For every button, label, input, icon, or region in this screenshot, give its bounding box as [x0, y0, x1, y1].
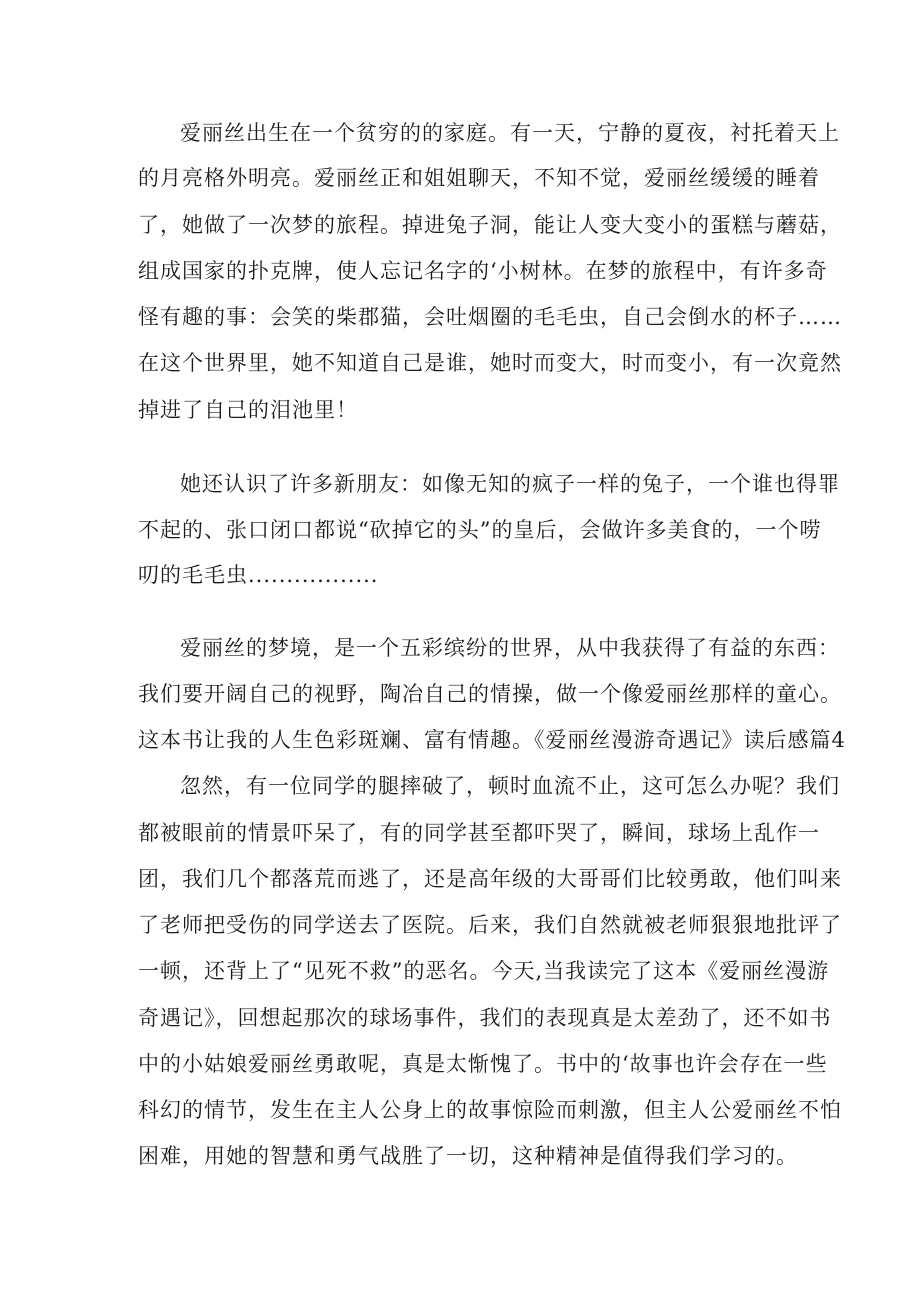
text-line: 爱丽丝的梦境，是一个五彩缤纷的世界，从中我获得了有益的东西：: [180, 636, 840, 660]
text-line: 都被眼前的情景吓呆了，有的同学甚至都吓哭了，瞬间，球场上乱作一: [138, 821, 820, 845]
text-line: 怪有趣的事：会笑的柴郡猫，会吐烟圈的毛毛虫，自己会倒水的杯子……: [138, 305, 842, 329]
text-line: 了，她做了一次梦的旅程。掉进兔子洞，能让人变大变小的蛋糕与蘑菇，: [138, 213, 842, 237]
text-line: 的月亮格外明亮。爱丽丝正和姐姐聊天，不知不觉，爱丽丝缓缓的睡着: [138, 166, 820, 190]
text-line: 团，我们几个都落荒而逃了，还是高年级的大哥哥们比较勇敢，他们叫来: [138, 867, 842, 891]
text-line: 一顿，还背上了“见死不救”的恶名。今天,当我读完了这本《爱丽丝漫游: [138, 959, 830, 983]
text-line: 这本书让我的人生色彩斑斓、富有情趣。《爱丽丝漫游奇遇记》读后感篇4: [138, 728, 846, 752]
text-line: 中的小姑娘爱丽丝勇敢呢，真是太惭愧了。书中的‘故事也许会存在一些: [138, 1052, 828, 1076]
text-line: 她还认识了许多新朋友：如像无知的疯子一样的兔子，一个谁也得罪: [180, 472, 840, 496]
text-line: 组成国家的扑克牌，使人忘记名字的‘小树林。在梦的旅程中，有许多奇: [138, 259, 828, 283]
text-line: 困难，用她的智慧和勇气战胜了一切，这种精神是值得我们学习的。: [138, 1144, 798, 1168]
text-line: 不起的、张口闭口都说“砍掉它的头”的皇后，会做许多美食的，一个唠: [138, 518, 822, 542]
text-line: 叨的毛毛虫.................: [138, 563, 379, 587]
text-line: 掉进了自己的泪池里！: [138, 398, 358, 422]
text-line: 爱丽丝出生在一个贫穷的的家庭。有一天，宁静的夏夜，衬托着天上: [180, 121, 840, 145]
text-line: 在这个世界里，她不知道自己是谁，她时而变大，时而变小，有一次竟然: [138, 351, 842, 375]
text-line: 忽然，有一位同学的腿摔破了，顿时血流不止，这可怎么办呢？我们: [180, 774, 840, 798]
text-line: 科幻的情节，发生在主人公身上的故事惊险而刺激，但主人公爱丽丝不怕: [138, 1098, 842, 1122]
text-line: 了老师把受伤的同学送去了医院。后来，我们自然就被老师狠狠地批评了: [138, 913, 842, 937]
text-line: 我们要开阔自己的视野，陶冶自己的情操，做一个像爱丽丝那样的童心。: [138, 682, 842, 706]
text-line: 奇遇记》，回想起那次的球场事件，我们的表现真是太差劲了，还不如书: [138, 1006, 832, 1030]
